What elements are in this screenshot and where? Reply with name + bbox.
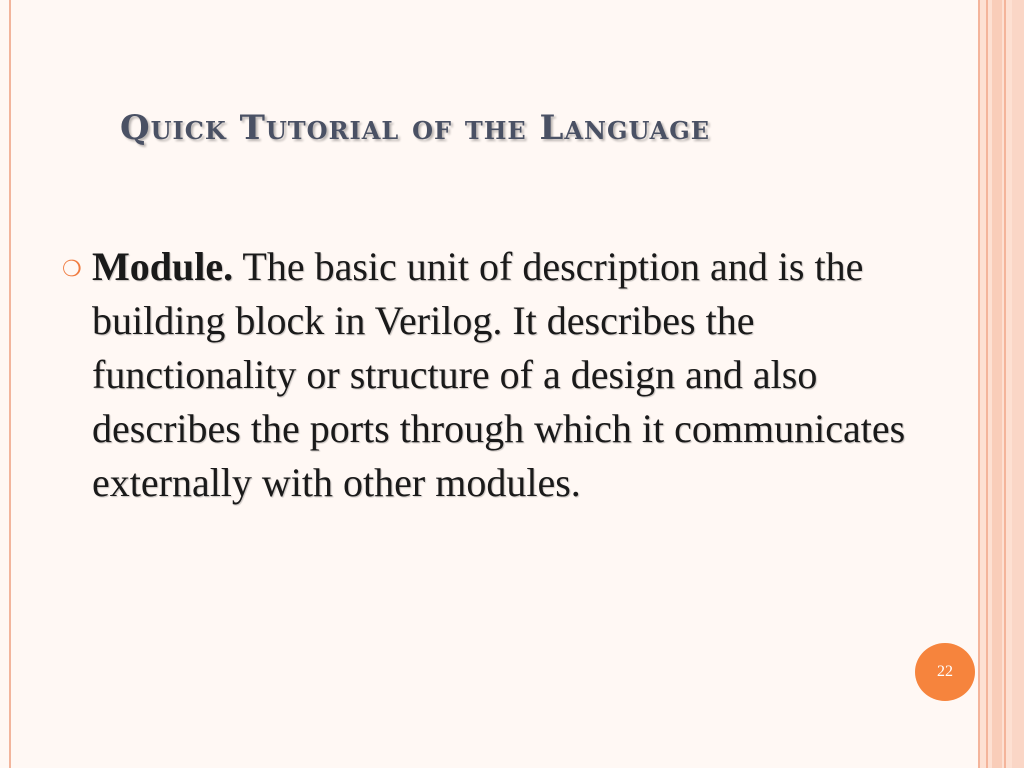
bullet-description: The basic unit of description and is the building block in Verilog. It describes the functionality or structure of a design and also describes the ports through which it communicates externally with other modules. [92, 244, 906, 505]
right-stripe [1012, 0, 1024, 768]
bullet-item [62, 240, 932, 510]
left-border-line [9, 0, 11, 768]
right-stripe [992, 0, 1002, 768]
slide-title: Quick Tutorial of the Language [120, 108, 711, 148]
right-stripe [1004, 0, 1006, 768]
page-number-badge: 22 [915, 643, 975, 701]
right-stripe [986, 0, 988, 768]
orange-circle-bullet-icon: ❍ [62, 257, 82, 282]
bullet-text [92, 240, 932, 510]
right-stripe [978, 0, 980, 768]
bullet-term: Module. [92, 244, 234, 289]
right-decorative-band [978, 0, 1024, 768]
